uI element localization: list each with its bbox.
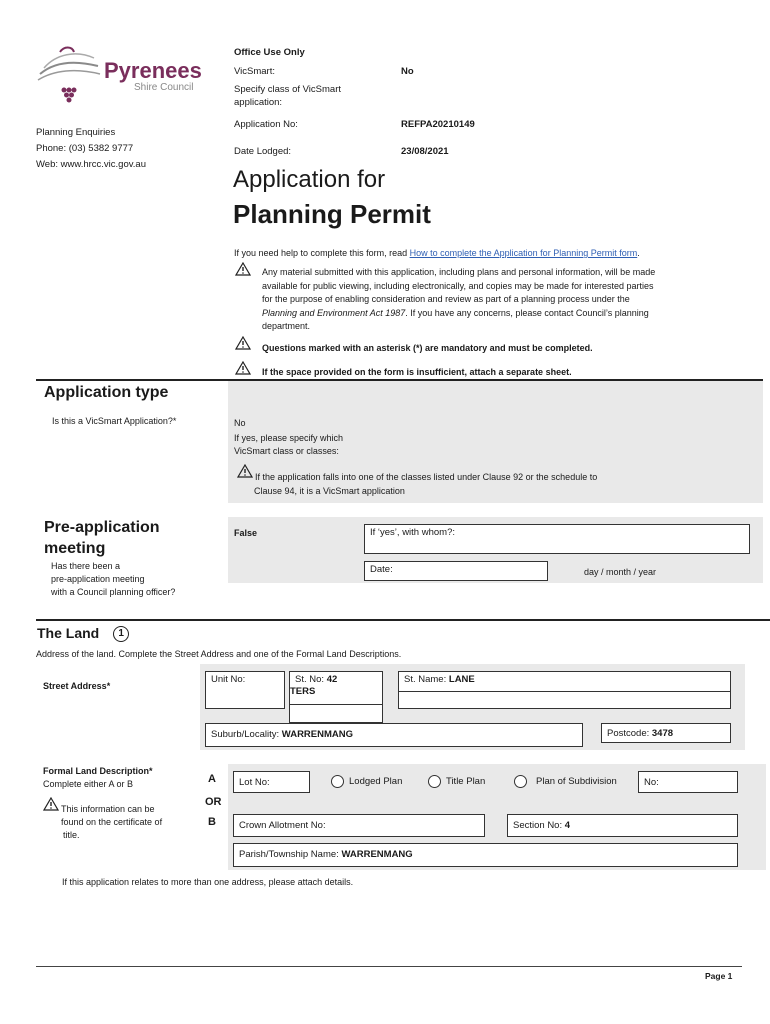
postcode-field[interactable] — [601, 723, 731, 743]
pre-app-date-field[interactable] — [364, 561, 548, 581]
lot-no-label: Lot No: — [239, 777, 270, 788]
logo-name: Pyrenees — [104, 58, 202, 83]
council-logo — [34, 44, 204, 106]
vicsmart-label: VicSmart: — [234, 66, 276, 77]
vicsmart-note-1: If the application falls into one of the classes listed under Clause 92 or the schedule to — [255, 472, 598, 482]
pre-app-answer: False — [234, 528, 258, 538]
street-address-label: Street Address* — [43, 681, 111, 691]
office-title: Office Use Only — [234, 47, 305, 58]
plan-subdivision-option[interactable] — [514, 775, 617, 788]
app-type-title: Application type — [44, 384, 169, 401]
pre-app-q2: pre-application meeting — [51, 574, 145, 584]
pre-app-title-2: meeting — [44, 540, 106, 557]
help-text-start: If you need help to complete this form, read — [234, 248, 410, 258]
notice-1e: department. — [262, 321, 311, 331]
st-no-value: 42 — [326, 674, 338, 685]
option-or: OR — [205, 796, 222, 808]
st-no-field[interactable] — [289, 671, 383, 723]
st-name-label: St. Name: — [404, 674, 447, 685]
contact-info — [36, 125, 146, 173]
page-title-line-2: Planning Permit — [233, 199, 431, 229]
land-number-badge — [113, 626, 129, 642]
page-title-line-1: Application for — [233, 166, 386, 193]
pre-app-date-label: Date: — [370, 564, 393, 575]
option-b: B — [208, 816, 216, 828]
section-no-field[interactable] — [507, 814, 738, 837]
warning-icon — [237, 464, 253, 478]
vicsmart-answer: No — [234, 418, 246, 428]
notice-1c: for the purpose of enabling consideration and review as part of a planning process under the — [262, 294, 630, 304]
pre-app-q1: Has there been a — [51, 561, 121, 571]
notice-act: Planning and Environment Act 1987 — [262, 307, 406, 318]
lodged-plan-option[interactable] — [331, 775, 402, 788]
suburb-label: Suburb/Locality: — [211, 729, 280, 740]
notice-1b: available for public viewing, including electronically, and copies may be made for interested parties — [262, 280, 654, 291]
formal-note-3: title. — [63, 830, 80, 840]
help-text-end: . — [637, 248, 640, 258]
pre-app-whom-field[interactable] — [364, 524, 750, 554]
plan-subdivision-radio[interactable] — [514, 775, 527, 788]
parish-value: WARRENMANG — [341, 849, 413, 860]
council-logo-icon — [34, 44, 104, 104]
postcode-label: Postcode: — [607, 728, 650, 739]
parish-field[interactable] — [233, 843, 738, 867]
plan-no-label: No: — [644, 777, 659, 788]
notice-1d — [262, 307, 742, 321]
title-plan-radio[interactable] — [428, 775, 441, 788]
contact-line-2: Phone: (03) 5382 9777 — [36, 143, 134, 154]
section-divider — [36, 619, 770, 621]
land-number: 1 — [118, 628, 124, 640]
option-a: A — [208, 773, 216, 785]
crown-allotment-label: Crown Allotment No: — [239, 820, 326, 831]
st-name-divider — [399, 691, 730, 692]
lodged-plan-label: Lodged Plan — [349, 776, 403, 788]
st-no-overflow: TERS — [290, 686, 316, 697]
land-instruction: Address of the land. Complete the Street Address and one of the Formal Land Descriptions. — [36, 649, 402, 659]
warning-icon — [43, 797, 59, 811]
parish-label: Parish/Township Name: — [239, 849, 339, 860]
class-label-1: Specify class of VicSmart — [234, 84, 342, 95]
app-no-value: REFPA20210149 — [401, 119, 475, 130]
warning-icon — [235, 262, 251, 276]
land-title-text: The Land — [37, 625, 100, 641]
pre-app-question — [51, 560, 175, 599]
vicsmart-specify-1: If yes, please specify which — [234, 433, 344, 443]
class-label-2: application: — [234, 97, 283, 108]
help-link[interactable]: How to complete the Application for Planning Permit form — [409, 248, 638, 258]
help-text — [234, 248, 640, 258]
notice-1d-rest: . If you have any concerns, please contact Council’s planning — [405, 307, 649, 318]
formal-sub: Complete either A or B — [43, 779, 134, 789]
pre-app-date-hint: day / month / year — [584, 567, 657, 577]
section-no-label: Section No: — [513, 820, 563, 831]
st-name-field[interactable] — [398, 671, 731, 709]
pre-app-whom-label: If ‘yes’, with whom?: — [370, 527, 455, 538]
page-number: Page 1 — [705, 971, 733, 981]
plan-no-field[interactable] — [638, 771, 738, 793]
vicsmart-question: Is this a VicSmart Application?* — [52, 416, 177, 426]
pre-app-q3: with a Council planning officer? — [51, 587, 176, 597]
st-no-label: St. No: — [295, 674, 325, 685]
contact-line-3: Web: www.hrcc.vic.gov.au — [36, 159, 146, 170]
st-name-value: LANE — [448, 674, 475, 685]
footer-line — [36, 966, 742, 967]
section-no-value: 4 — [564, 820, 571, 831]
notice-material — [262, 266, 742, 334]
vicsmart-specify-2: VicSmart class or classes: — [234, 446, 339, 456]
st-no-divider — [290, 704, 382, 705]
notice-1a: Any material submitted with this application, including plans and personal information, will be made — [262, 267, 656, 277]
land-title — [37, 625, 129, 642]
date-lodged-value: 23/08/2021 — [401, 146, 449, 157]
formal-note — [61, 803, 162, 842]
warning-icon — [235, 361, 251, 375]
unit-no-field[interactable] — [205, 671, 285, 709]
contact-line-1: Planning Enquiries — [36, 127, 116, 138]
lot-no-field[interactable] — [233, 771, 310, 793]
vicsmart-value: No — [401, 66, 414, 77]
formal-label: Formal Land Description* — [43, 766, 153, 776]
date-lodged-label: Date Lodged: — [234, 146, 292, 157]
suburb-field[interactable] — [205, 723, 583, 747]
warning-icon — [235, 336, 251, 350]
unit-no-label: Unit No: — [211, 674, 246, 685]
notice-mandatory: Questions marked with an asterisk (*) are mandatory and must be completed. — [262, 343, 593, 353]
multi-address-note: If this application relates to more than one address, please attach details. — [62, 877, 354, 887]
vicsmart-note-2: Clause 94, it is a VicSmart application — [254, 486, 405, 496]
postcode-value: 3478 — [651, 728, 674, 739]
plan-subdivision-label: Plan of Subdivision — [536, 776, 617, 788]
lodged-plan-radio[interactable] — [331, 775, 344, 788]
formal-note-2: found on the certificate of — [61, 817, 163, 827]
logo-sub: Shire Council — [134, 82, 194, 93]
suburb-value: WARRENMANG — [281, 729, 354, 740]
pre-app-title-1: Pre-application — [44, 519, 160, 536]
title-plan-option[interactable] — [428, 775, 485, 788]
notice-space: If the space provided on the form is insufficient, attach a separate sheet. — [262, 367, 572, 377]
formal-note-1: This information can be — [61, 804, 155, 814]
app-no-label: Application No: — [234, 119, 298, 130]
title-plan-label: Title Plan — [446, 776, 486, 788]
crown-allotment-field[interactable] — [233, 814, 485, 837]
